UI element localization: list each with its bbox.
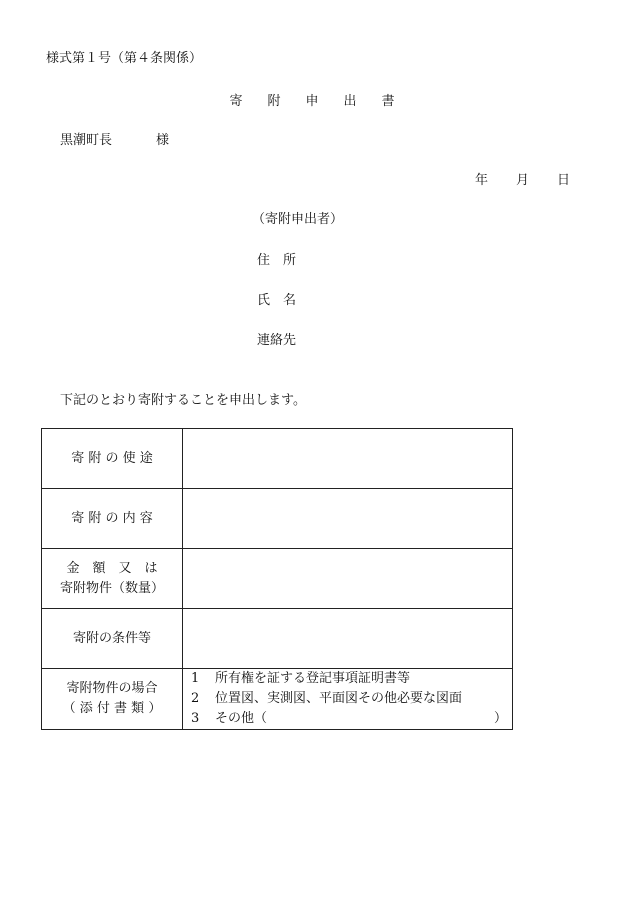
donation-table <box>41 428 513 730</box>
item-number: 3 <box>191 711 200 726</box>
document-title: 寄 附 申 出 書 <box>229 94 401 109</box>
amount-value-cell[interactable] <box>183 549 513 609</box>
applicant-contact-label: 連絡先 <box>257 333 297 348</box>
list-item[interactable] <box>191 689 506 709</box>
applicant-heading: （寄附申出者） <box>252 212 344 227</box>
applicant-name-label: 氏 名 <box>257 293 297 308</box>
conditions-value-cell[interactable] <box>183 609 513 669</box>
purpose-label <box>42 429 183 489</box>
row-label-text-2: （ 添 付 書 類 ） <box>62 701 162 716</box>
content-value-cell[interactable] <box>183 489 513 549</box>
row-label-text-2: 寄附物件（数量） <box>59 580 164 596</box>
addressee <box>60 129 169 148</box>
purpose-value-cell[interactable] <box>183 429 513 489</box>
row-label-text: 金 額 又 は <box>66 560 158 576</box>
item-number: 1 <box>191 671 200 686</box>
amount-label <box>42 549 183 609</box>
addressee-name: 黒潮町長 <box>60 133 113 148</box>
table-row <box>42 609 513 669</box>
list-item[interactable] <box>191 709 506 729</box>
item-text: 所有権を証する登記事項証明書等 <box>215 671 411 686</box>
row-label-text: 寄 附 の 内 容 <box>71 510 153 526</box>
item-text: 位置図、実測図、平面図その他必要な図面 <box>215 691 463 706</box>
table-row <box>42 549 513 609</box>
intro-text: 下記のとおり寄附することを申出します。 <box>60 393 306 408</box>
table-row <box>42 489 513 549</box>
conditions-label <box>42 609 183 669</box>
form-number: 様式第１号（第４条関係） <box>46 51 203 66</box>
list-item[interactable] <box>191 669 506 689</box>
addressee-honorific: 様 <box>156 133 170 148</box>
item-close-paren: ） <box>494 711 508 726</box>
applicant-address-label: 住 所 <box>257 253 297 268</box>
item-number: 2 <box>191 691 200 706</box>
attachments-label <box>42 669 183 730</box>
attachments-cell <box>183 669 513 730</box>
row-label-text: 寄附の条件等 <box>72 630 151 646</box>
content-label <box>42 489 183 549</box>
date-line <box>447 169 570 188</box>
row-label-text: 寄附物件の場合 <box>66 681 158 696</box>
table-row <box>42 429 513 489</box>
date-month-label: 月 <box>515 173 529 188</box>
attachments-list <box>183 669 512 729</box>
row-label-text: 寄 附 の 使 途 <box>71 450 153 466</box>
date-day-label: 日 <box>556 173 570 188</box>
table-row <box>42 669 513 730</box>
item-text: その他（ <box>215 711 268 726</box>
date-year-label: 年 <box>474 173 488 188</box>
